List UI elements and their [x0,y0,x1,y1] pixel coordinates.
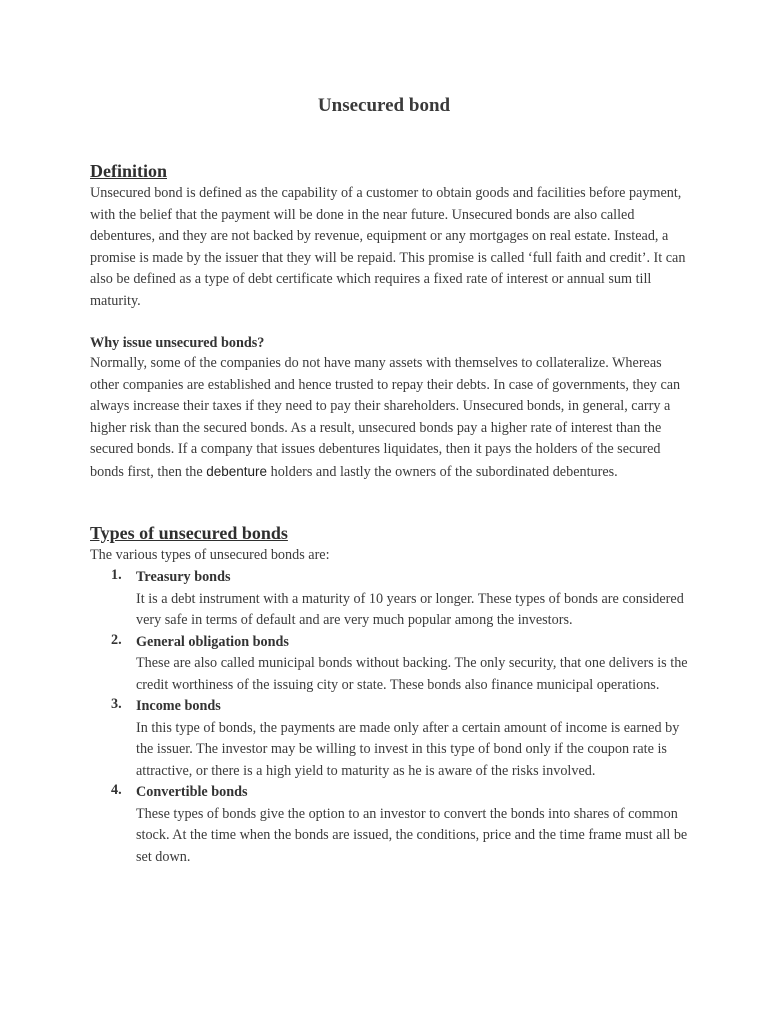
definition-heading: Definition [90,161,168,181]
list-item-body: In this type of bonds, the payments are made only after a certain amount of income is earned by the issuer. The investor may be willing to invest in this type of bond only if the coupon rate is attractive, or there is a high yield to maturity as he is aware of the risks involved. [136,719,680,779]
types-intro: The various types of unsecured bonds are: [90,547,330,563]
list-item-number: 2. [111,631,122,648]
debenture-term: debenture [206,463,268,479]
why-issue-heading: Why issue unsecured bonds? [90,335,265,351]
list-item-body: It is a debt instrument with a maturity of 10 years or longer. These types of bonds are considered very safe in terms of default and are very much popular among the investors. [136,590,684,628]
list-item-body: These types of bonds give the option to an investor to convert the bonds into shares of common stock. At the time when the bonds are issued, the conditions, price and the time frame must all be set down. [136,805,688,865]
list-item [90,782,690,868]
list-item-title: General obligation bonds [136,633,289,650]
list-item-title: Income bonds [136,698,221,714]
list-item [90,567,690,632]
list-item-number: 3. [111,696,122,712]
why-issue-text-start: Normally, some of the companies do not have many assets with themselves to collateralize. Whereas other companies are established and hence trusted to repay their debts. In case of governments, they can always increase their taxes if they need to pay their shareholders. Unsecured bonds, in general, carry a higher risk than the secured bonds. As a result, unsecured bonds pay a higher rate of interest than the secured bonds. If a company that issues debentures liquidates, then it pays the holders of the secured bonds first, then the [90,355,681,480]
why-issue-paragraph [90,353,690,483]
list-item-number: 1. [111,567,122,583]
bond-types-list [90,567,690,868]
list-item-title: Treasury bonds [136,569,231,585]
why-issue-text-end: holders and lastly the owners of the subordinated debentures. [267,463,618,480]
document-title: Unsecured bond [317,95,451,116]
definition-paragraph: Unsecured bond is defined as the capability of a customer to obtain goods and facilities before payment, with the belief that the payment will be done in the near future. Unsecured bonds are also called debentures, and they are not backed by revenue, equipment or any mortgages on real estate. Instead, a promise is made by the issuer that they will be repaid. This promise is called ‘full faith and credit’. It can also be defined as a type of debt certificate which requires a fixed rate of interest or annual sum till maturity. [90,185,686,309]
list-item-body: These are also called municipal bonds without backing. The only security, that one delivers is the credit worthiness of the issuing city or state. These bonds also finance municipal operations. [136,655,688,693]
list-item-number: 4. [111,782,122,798]
list-item [90,696,690,782]
types-heading: Types of unsecured bonds [90,523,288,543]
list-item [90,632,690,697]
list-item-title: Convertible bonds [136,784,248,800]
